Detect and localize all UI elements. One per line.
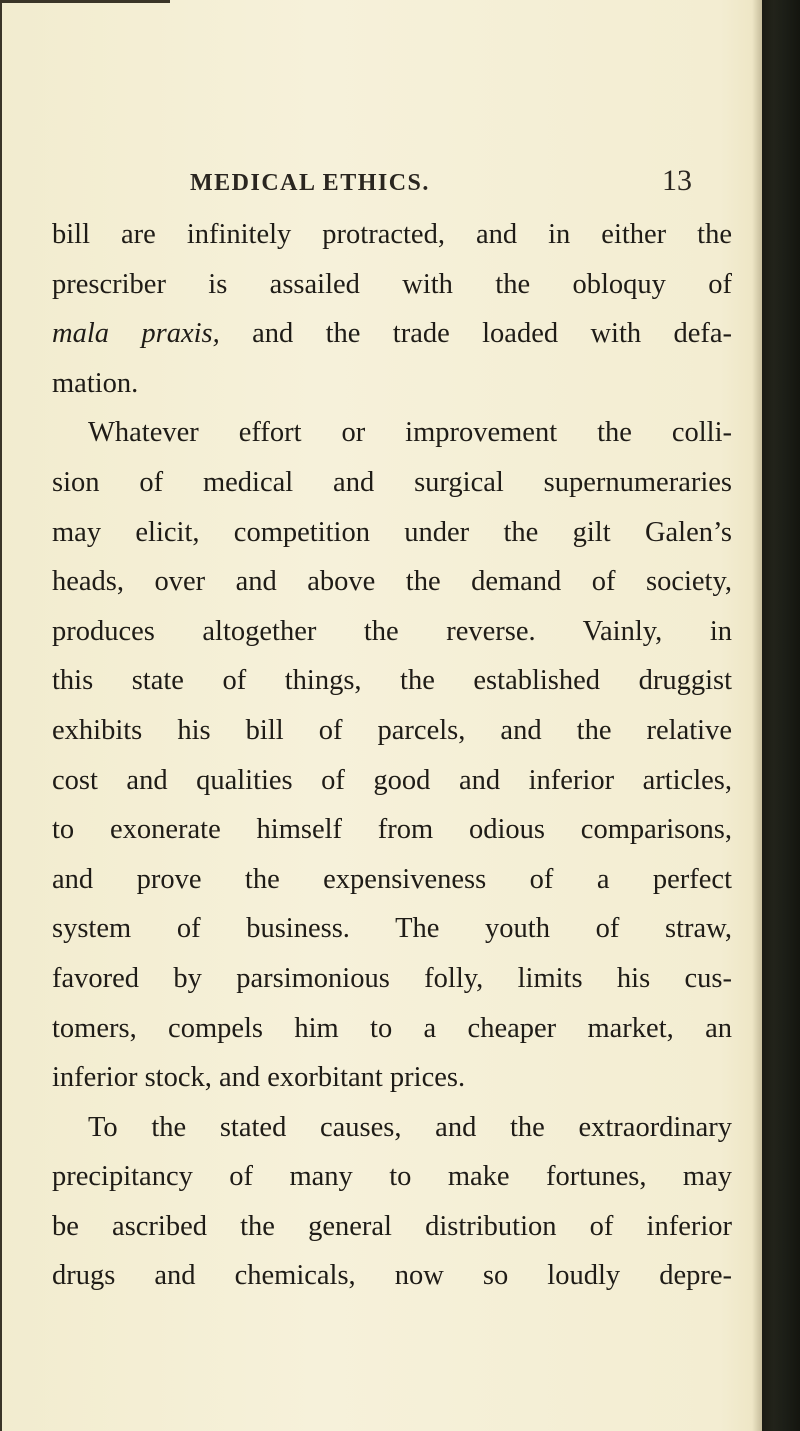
italic-phrase: mala praxis, xyxy=(52,318,220,350)
text-line: heads, over and above the demand of society, xyxy=(52,566,732,598)
text-line: cost and qualities of good and inferior articles, xyxy=(52,764,732,796)
page-number: 13 xyxy=(662,164,692,197)
text-line: drugs and chemicals, now so loudly depre- xyxy=(52,1260,732,1292)
text-line: favored by parsimonious folly, limits his cus- xyxy=(52,962,732,994)
text-line: tomers, compels him to a cheaper market, an xyxy=(52,1012,732,1044)
page-top-edge xyxy=(0,0,170,3)
text-line: and prove the expensiveness of a perfect xyxy=(52,863,732,895)
text-line: bill are infinitely protracted, and in either the xyxy=(52,219,732,250)
text-line: sion of medical and surgical supernumeraries xyxy=(52,466,732,498)
text-line: this state of things, the established druggist xyxy=(52,665,732,697)
text-line: inferior stock, and exorbitant prices. xyxy=(52,1062,466,1094)
text-line: mation. xyxy=(52,367,139,399)
running-title: MEDICAL ETHICS. xyxy=(190,170,430,196)
text-line: exhibits his bill of parcels, and the relative xyxy=(52,714,732,746)
text-line: prescriber is assailed with the obloquy of xyxy=(52,268,732,300)
text-line: precipitancy of many to make fortunes, may xyxy=(52,1161,732,1193)
body-text xyxy=(52,210,732,1301)
spine-shadow xyxy=(752,0,762,1431)
text-line: may elicit, competition under the gilt Galen’s xyxy=(52,516,732,548)
text-line: To the stated causes, and the extraordinary xyxy=(88,1111,732,1143)
page-left-edge xyxy=(0,0,2,1431)
text-line: be ascribed the general distribution of inferior xyxy=(52,1210,732,1242)
text-line: produces altogether the reverse. Vainly, in xyxy=(52,615,732,647)
text-line: to exonerate himself from odious comparisons, xyxy=(52,814,732,846)
book-spine xyxy=(762,0,800,1431)
text-line: system of business. The youth of straw, xyxy=(52,913,732,945)
text-line: mala praxis, and the trade loaded with defa- xyxy=(52,318,732,350)
text-line: Whatever effort or improvement the colli- xyxy=(88,417,732,449)
